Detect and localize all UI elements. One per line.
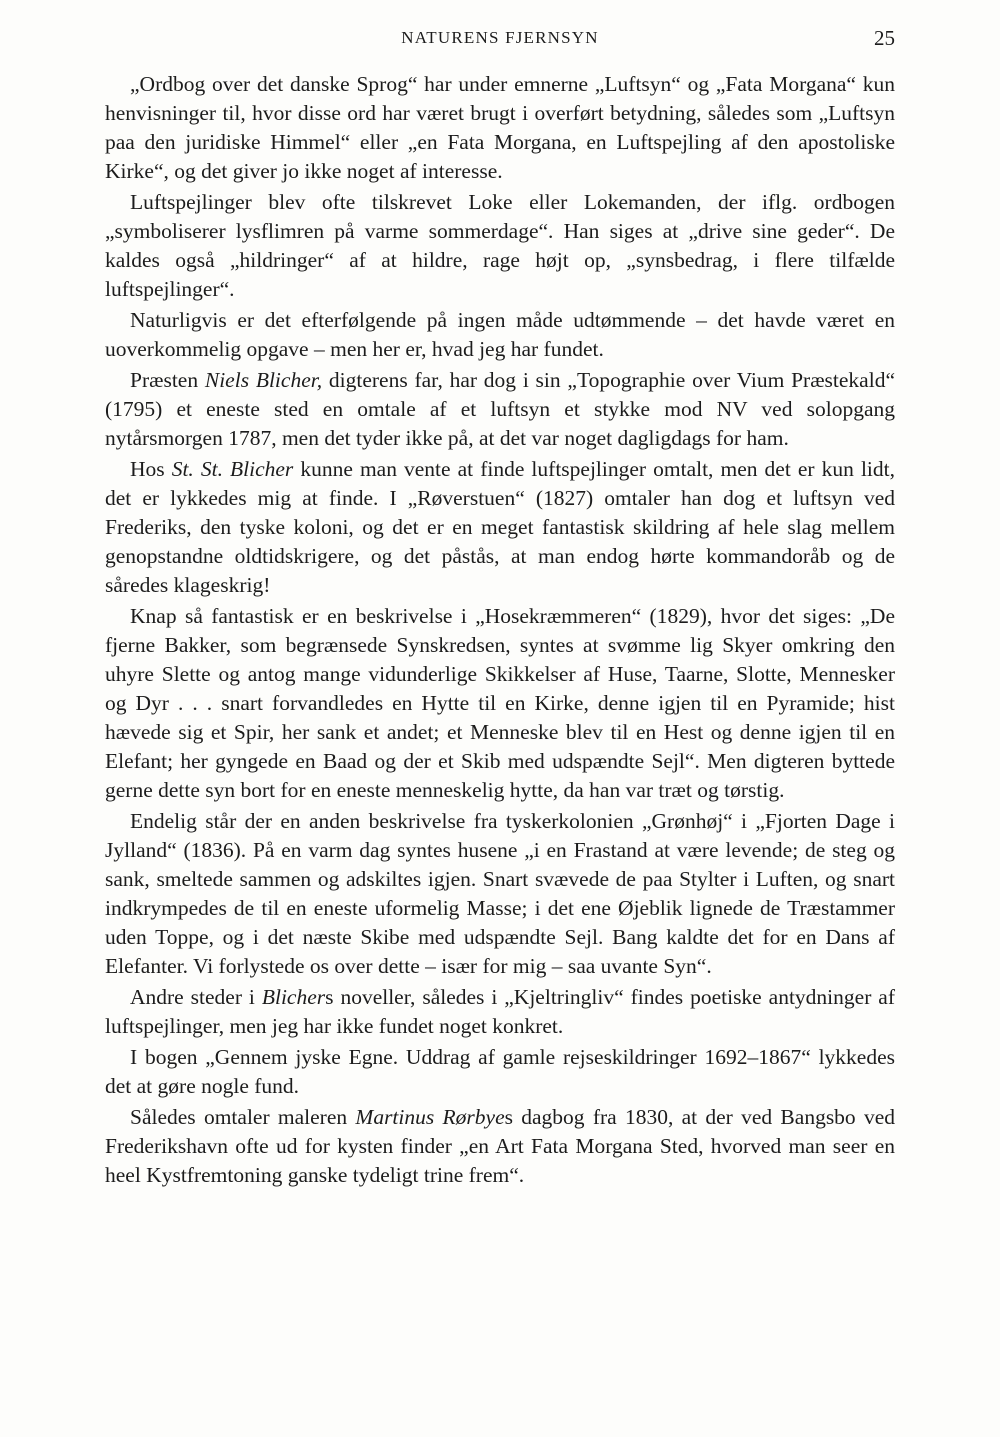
italic-name: St. St. Blicher (171, 457, 294, 481)
paragraph (105, 366, 895, 453)
text-run: Hos (130, 457, 172, 481)
text-run: I bogen „Gennem jyske Egne. Uddrag af gamle rejseskildringer 1692–1867“ lykkedes det at gøre nogle fund. (105, 1045, 895, 1098)
italic-name: Niels Blicher, (204, 368, 323, 392)
body-text (105, 70, 895, 1190)
text-run: s noveller, således i „Kjeltringliv“ findes poetiske antydninger af luftspejlinger, men jeg har ikke fundet noget konkret. (105, 985, 895, 1038)
paragraph (105, 70, 895, 186)
text-run: Præsten (130, 368, 205, 392)
text-run: „Ordbog over det danske Sprog“ har under emnerne „Luftsyn“ og „Fata Morgana“ kun henvisninger til, hvor disse ord har været brugt i overført betydning, således som „Luftsyn paa den juridiske Himmel“ eller „en Fata Morgana, en Luftspejling af den apostoliske Kirke“, og det giver jo ikke noget af interesse. (105, 72, 895, 183)
paragraph (105, 306, 895, 364)
book-page (105, 0, 895, 1192)
paragraph (105, 1103, 895, 1190)
paragraph (105, 1043, 895, 1101)
text-run: Luftspejlinger blev ofte tilskrevet Loke eller Lokemanden, der iflg. ordbogen „symboliserer lysflimren på varme sommerdage“. Han siges at „drive sine geder“. De kaldes også „hildringer“ af at hildre, rage højt op, „synsbedrag, i flere tilfælde luftspejlinger“. (105, 190, 895, 301)
italic-name: Blicher (261, 985, 326, 1009)
running-title: NATURENS FJERNSYN (401, 28, 599, 47)
paragraph (105, 188, 895, 304)
paragraph (105, 455, 895, 600)
paragraph (105, 602, 895, 805)
paragraph (105, 983, 895, 1041)
page-number: 25 (874, 26, 895, 50)
italic-name: Martinus Rørbye (355, 1105, 505, 1129)
text-run: Andre steder i (130, 985, 262, 1009)
text-run: kunne man vente at finde luftspejlinger omtalt, men det er kun lidt, det er lykkedes mig at finde. I „Røverstuen“ (1827) omtaler han dog et luftsyn ved Frederiks, den tyske koloni, og det er en meget fantastisk skildring af hele slag mellem genopstandne oldtidskrigere, og det påstås, at man endog hørte kommandoråb og de såredes klageskrig! (105, 457, 895, 597)
text-run: Endelig står der en anden beskrivelse fra tyskerkolonien „Grønhøj“ i „Fjorten Dage i Jylland“ (1836). På en varm dag syntes husene „i en Frastand at være levende; de steg og sank, smeltede sammen og adskiltes igjen. Snart svævede de paa Stylter i Luften, og snart indkrympedes de til en eneste uformelig Masse; i det ene Øjeblik lignede de Træstammer uden Toppe, og i det næste Skibe med udspændte Sejl. Bang kaldte det for en Dans af Elefanter. Vi forlystede os over dette – især for mig – saa uvante Syn“. (105, 809, 895, 978)
text-run: Således omtaler maleren (130, 1105, 356, 1129)
text-run: Naturligvis er det efterfølgende på ingen måde udtømmende – det havde været en uoverkommelig opgave – men her er, hvad jeg har fundet. (105, 308, 895, 361)
text-run: s dagbog fra 1830, at der ved Bangsbo ved Frederikshavn ofte ud for kysten finder „en Art Fata Morgana Sted, hvorved man seer en heel Kystfremtoning ganske tydeligt trine frem“. (105, 1105, 895, 1187)
text-run: digterens far, har dog i sin „Topographie over Vium Præstekald“ (1795) et eneste sted en omtale af et luftsyn et stykke mod NV ved solopgang nytårsmorgen 1787, men det tyder ikke på, at det var noget dagligdags for ham. (105, 368, 895, 450)
text-run: Knap så fantastisk er en beskrivelse i „Hosekræmmeren“ (1829), hvor det siges: „De fjerne Bakker, som begrænsede Synskredsen, syntes at svømme lig Skyer omkring den uhyre Slette og antog mange vidunderlige Skikkelser af Huse, Taarne, Slotte, Mennesker og Dyr . . . snart forvandledes en Hytte til en Kirke, denne igjen til en Pyramide; hist hævede sig et Spir, her sank et andet; et Menneske blev til en Hest og denne igjen til en Elefant; her gyngede en Baad og der et Skib med udspændte Sejl“. Men digteren byttede gerne dette syn bort for en eneste menneskelig hytte, da han var træt og tørstig. (105, 604, 895, 802)
paragraph (105, 807, 895, 981)
running-header (105, 0, 895, 70)
